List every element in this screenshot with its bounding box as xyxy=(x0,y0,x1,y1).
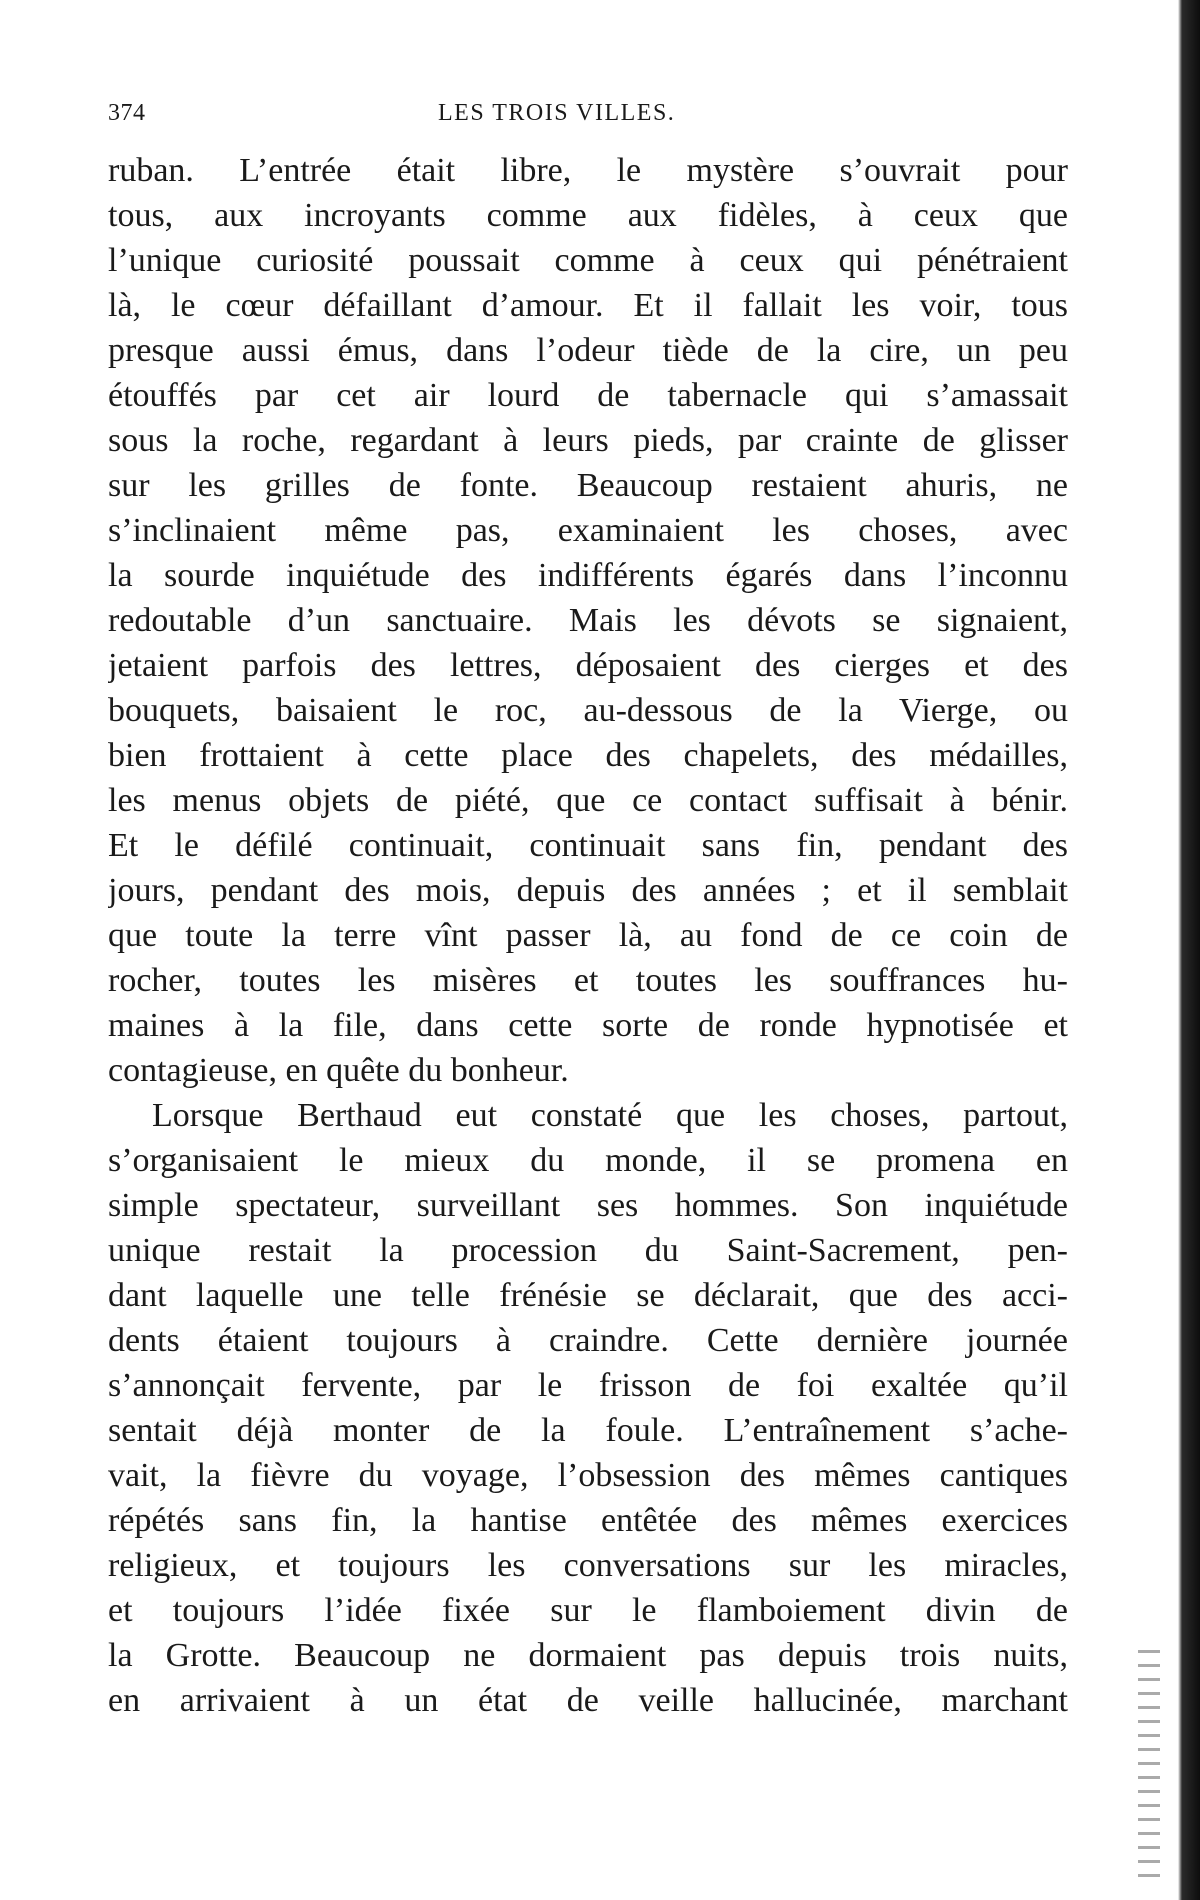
text-line: tous, aux incroyants comme aux fidèles, à ceux que xyxy=(108,197,1068,234)
text-line: sur les grilles de fonte. Beaucoup restaient ahuris, ne xyxy=(108,467,1068,504)
text-line: la Grotte. Beaucoup ne dormaient pas depuis trois nuits, xyxy=(108,1637,1068,1674)
text-line: sentait déjà monter de la foule. L’entraînement s’ache- xyxy=(108,1412,1068,1449)
text-line: dant laquelle une telle frénésie se déclarait, que des acci- xyxy=(108,1277,1068,1314)
text-line: rocher, toutes les misères et toutes les souffrances hu- xyxy=(108,962,1068,999)
running-head xyxy=(108,100,1058,140)
text-line: la sourde inquiétude des indifférents égarés dans l’inconnu xyxy=(108,557,1068,594)
text-line: unique restait la procession du Saint-Sacrement, pen- xyxy=(108,1232,1068,1269)
text-line: jetaient parfois des lettres, déposaient des cierges et des xyxy=(108,647,1068,684)
text-line: sous la roche, regardant à leurs pieds, par crainte de glisser xyxy=(108,422,1068,459)
paragraph-start-line: Lorsque Berthaud eut constaté que les choses, partout, xyxy=(152,1097,1068,1134)
text-line: bouquets, baisaient le roc, au-dessous de la Vierge, ou xyxy=(108,692,1068,729)
text-line: et toujours l’idée fixée sur le flamboiement divin de xyxy=(108,1592,1068,1629)
text-line: que toute la terre vînt passer là, au fond de ce coin de xyxy=(108,917,1068,954)
text-line: là, le cœur défaillant d’amour. Et il fallait les voir, tous xyxy=(108,287,1068,324)
text-line: bien frottaient à cette place des chapelets, des médailles, xyxy=(108,737,1068,774)
text-line: s’annonçait fervente, par le frisson de foi exaltée qu’il xyxy=(108,1367,1068,1404)
text-line: religieux, et toujours les conversations sur les miracles, xyxy=(108,1547,1068,1584)
text-line: jours, pendant des mois, depuis des années ; et il semblait xyxy=(108,872,1068,909)
text-line: simple spectateur, surveillant ses hommes. Son inquiétude xyxy=(108,1187,1068,1224)
text-line: ruban. L’entrée était libre, le mystère s’ouvrait pour xyxy=(108,152,1068,189)
text-line: presque aussi émus, dans l’odeur tiède de la cire, un peu xyxy=(108,332,1068,369)
text-line: en arrivaient à un état de veille hallucinée, marchant xyxy=(108,1682,1068,1719)
text-line: vait, la fièvre du voyage, l’obsession des mêmes cantiques xyxy=(108,1457,1068,1494)
body-text xyxy=(108,148,1068,1723)
binding-gutter xyxy=(1160,0,1200,1900)
text-line: les menus objets de piété, que ce contact suffisait à bénir. xyxy=(108,782,1068,819)
text-line: redoutable d’un sanctuaire. Mais les dévots se signaient, xyxy=(108,602,1068,639)
page-number: 374 xyxy=(108,100,146,126)
text-line: s’organisaient le mieux du monde, il se promena en xyxy=(108,1142,1068,1179)
text-line: Et le défilé continuait, continuait sans fin, pendant des xyxy=(108,827,1068,864)
book-title: LES TROIS VILLES. xyxy=(438,100,676,126)
text-line: étouffés par cet air lourd de tabernacle qui s’amassait xyxy=(108,377,1068,414)
paragraph-end-line: contagieuse, en quête du bonheur. xyxy=(108,1052,569,1089)
text-line: maines à la file, dans cette sorte de ronde hypnotisée et xyxy=(108,1007,1068,1044)
text-line: dents étaient toujours à craindre. Cette dernière journée xyxy=(108,1322,1068,1359)
text-line: l’unique curiosité poussait comme à ceux qui pénétraient xyxy=(108,242,1068,279)
text-line: s’inclinaient même pas, examinaient les choses, avec xyxy=(108,512,1068,549)
text-line: répétés sans fin, la hantise entêtée des mêmes exercices xyxy=(108,1502,1068,1539)
gutter-marks xyxy=(1138,1650,1160,1880)
